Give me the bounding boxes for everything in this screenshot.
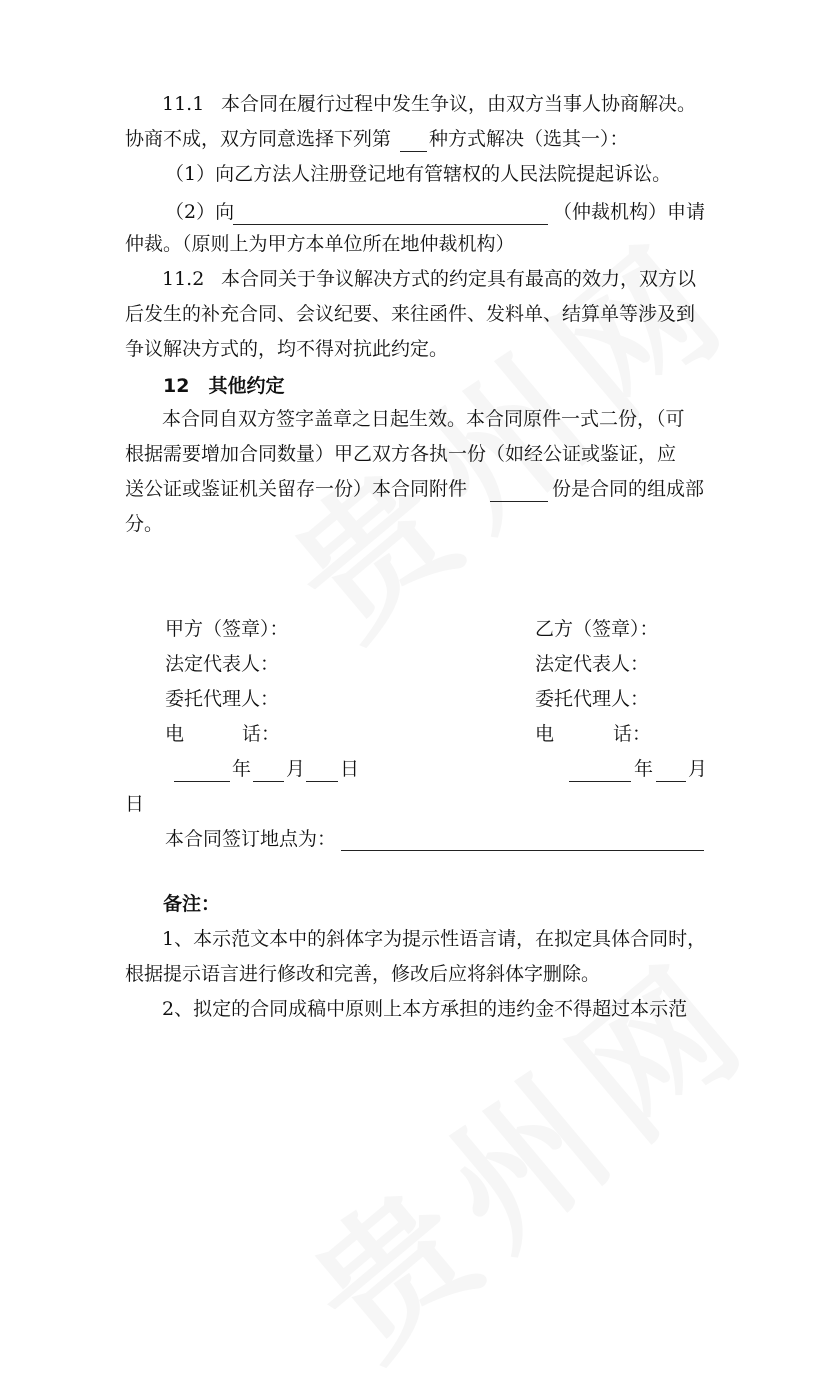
party-b-legal-rep: 法定代表人： xyxy=(535,653,650,675)
party-a-legal-rep: 法定代表人： xyxy=(165,653,280,675)
party-a-year: 年 xyxy=(232,758,252,780)
clause-11-1-line1: 本合同在履行过程中发生争议，由双方当事人协商解决。 xyxy=(221,93,697,115)
option-2-suffix: （仲裁机构）申请 xyxy=(553,201,706,223)
section-12-line4: 分。 xyxy=(125,513,164,535)
clause-11-2-line1: 本合同关于争议解决方式的约定具有最高的效力，双方以 xyxy=(221,268,697,290)
option-2-line2: 仲裁。（原则上为甲方本单位所在地仲裁机构） xyxy=(125,233,515,255)
clause-11-1-line2b: 种方式解决（选其一）： xyxy=(429,128,629,150)
party-a-year-blank xyxy=(174,781,230,782)
clause-11-2-line3: 争议解决方式的，均不得对抗此约定。 xyxy=(125,338,449,360)
section-12-line3a: 送公证或鉴证机关留存一份）本合同附件 xyxy=(125,478,468,500)
clause-11-1-number: 11.1 xyxy=(162,93,205,115)
party-a-month-blank xyxy=(253,781,284,782)
section-12-line2: 根据需要增加合同数量）甲乙双方各执一份（如经公证或鉴证，应 xyxy=(125,443,677,465)
note-2-line1: 2、拟定的合同成稿中原则上本方承担的违约金不得超过本示范 xyxy=(162,998,688,1020)
party-a-day: 日 xyxy=(340,758,360,780)
section-12-title: 12 其他约定 xyxy=(163,375,285,397)
method-number-blank xyxy=(400,151,427,152)
party-b-seal: 乙方（签章）： xyxy=(535,618,659,640)
party-b-agent: 委托代理人： xyxy=(535,688,650,710)
clause-11-1-line2a: 协商不成，双方同意选择下列第 xyxy=(125,128,392,150)
signing-place-blank xyxy=(341,850,704,851)
notes-title: 备注： xyxy=(163,893,221,915)
party-a-tel-label-1: 电 xyxy=(165,723,185,745)
clause-11-2-number: 11.2 xyxy=(162,268,205,290)
party-b-year: 年 xyxy=(634,758,654,780)
option-2-prefix: （2）向 xyxy=(165,201,235,223)
party-a-tel-label-2: 话： xyxy=(242,723,281,745)
option-1: （1）向乙方法人注册登记地有管辖权的人民法院提起诉讼。 xyxy=(165,163,672,185)
note-1-line2: 根据提示语言进行修改和完善，修改后应将斜体字删除。 xyxy=(125,963,601,985)
attachment-count-blank xyxy=(490,501,548,502)
section-12-line1: 本合同自双方签字盖章之日起生效。本合同原件一式二份，（可 xyxy=(162,408,685,430)
party-b-year-blank xyxy=(569,781,631,782)
note-1-line1: 1、本示范文本中的斜体字为提示性语言请，在拟定具体合同时， xyxy=(162,928,707,950)
party-a-agent: 委托代理人： xyxy=(165,688,280,710)
party-b-month: 月 xyxy=(688,758,708,780)
party-a-month: 月 xyxy=(286,758,306,780)
party-a-day-blank xyxy=(306,781,338,782)
signing-place-label: 本合同签订地点为： xyxy=(165,828,337,850)
party-a-seal: 甲方（签章）： xyxy=(165,618,289,640)
party-b-tel-label-2: 话： xyxy=(613,723,652,745)
party-b-tel-label-1: 电 xyxy=(535,723,555,745)
arbitration-institution-blank xyxy=(233,224,548,225)
party-b-day: 日 xyxy=(125,793,145,815)
party-b-month-blank xyxy=(656,781,686,782)
clause-11-2-line2: 后发生的补充合同、会议纪要、来往函件、发料单、结算单等涉及到 xyxy=(125,303,696,325)
section-12-line3b: 份是合同的组成部 xyxy=(552,478,705,500)
